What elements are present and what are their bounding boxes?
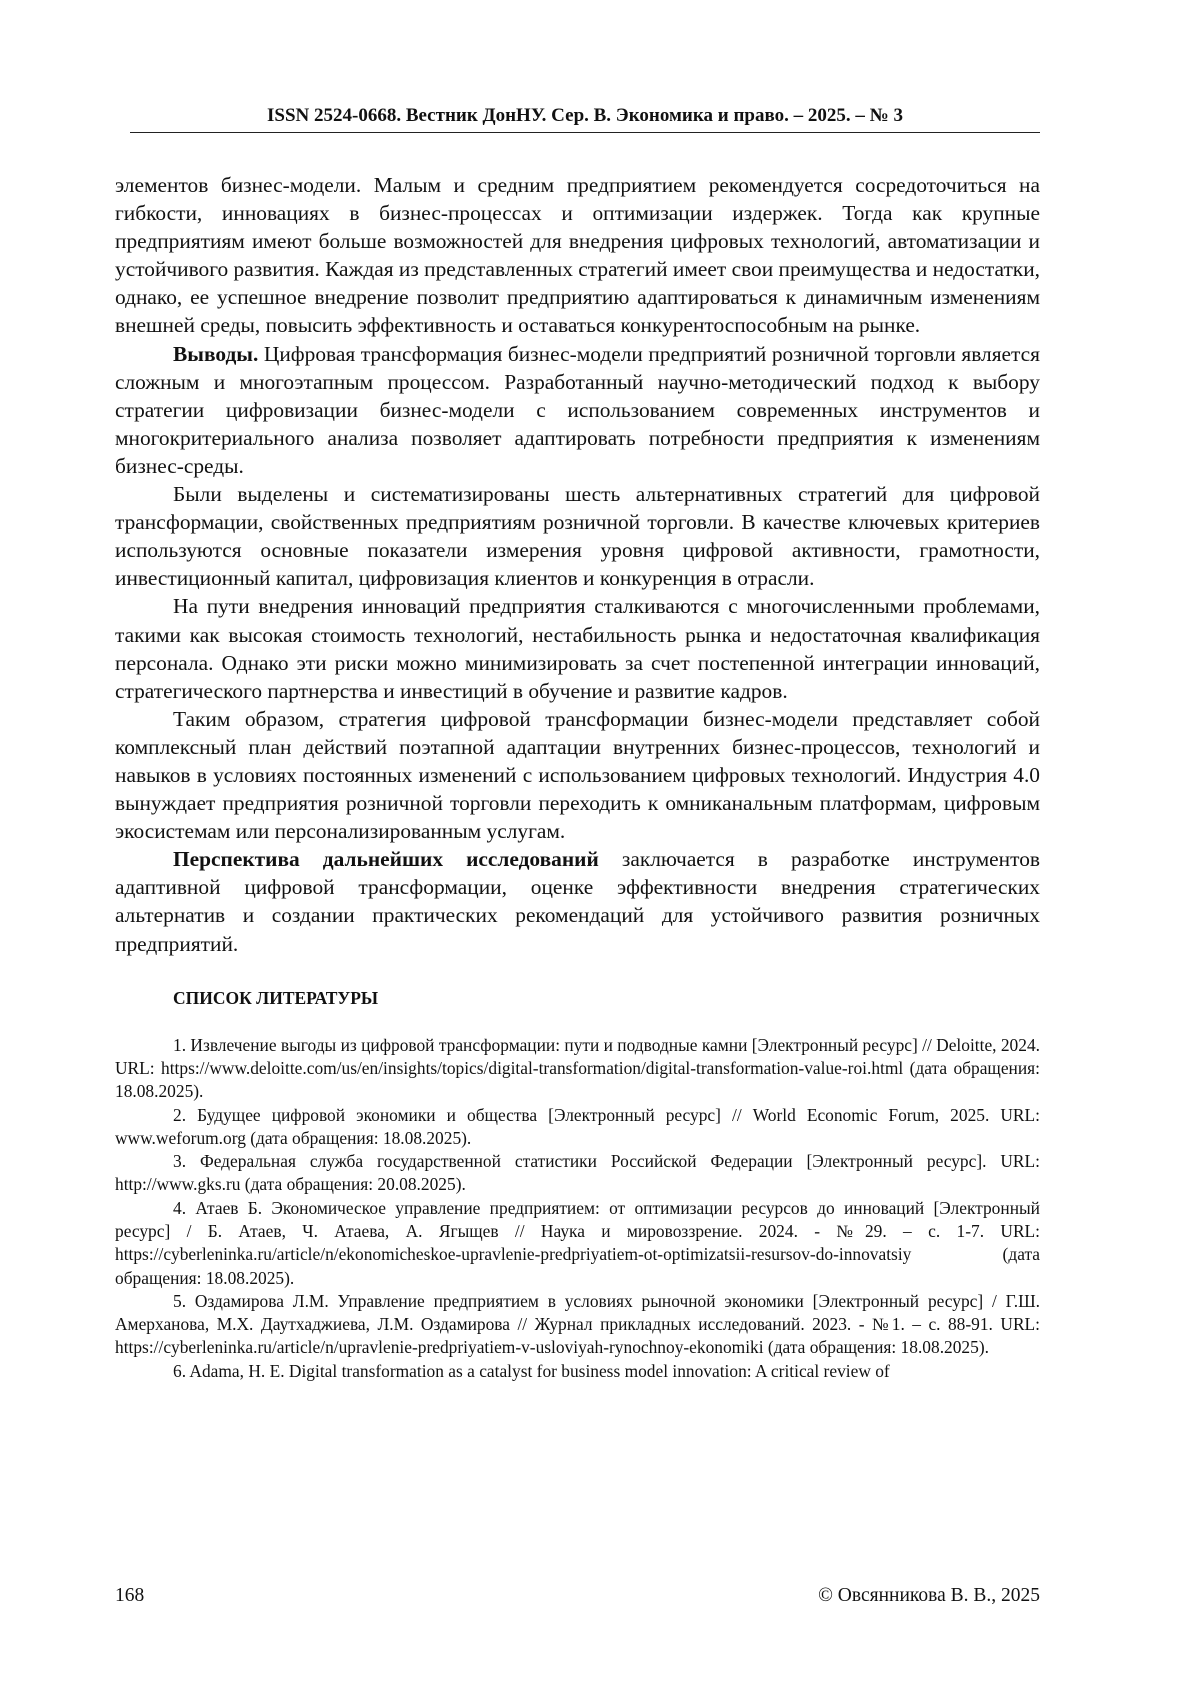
paragraph-6-text: заключается в разработке инструментов адаптивной цифровой трансформации, оценке эффективности внедрения стратегических альтернатив и создании практических рекомендаций для устойчивого развития розничных предприятий. — [115, 847, 1040, 956]
header-divider — [130, 132, 1040, 133]
paragraph-3 — [115, 480, 1040, 592]
paragraph-1-text: элементов бизнес-модели. Малым и средним предприятием рекомендуется сосредоточиться на гибкости, инновациях в бизнес-процессах и оптимизации издержек. Тогда как крупные предприятиям имеют больше возможностей для внедрения цифровых технологий, автоматизации и устойчивого развития. Каждая из представленных стратегий имеет свои преимущества и недостатки, однако, ее успешное внедрение позволит предприятию адаптироваться к динамичным изменениям внешней среды, повысить эффективность и оставаться конкурентоспособным на рынке. — [115, 173, 1040, 338]
reference-item: 3. Федеральная служба государственной статистики Российской Федерации [Электронный ресурс]. URL: http://www.gks.ru (дата обращения: 20.08.2025). — [115, 1151, 1040, 1195]
reference-item: 1. Извлечение выгоды из цифровой трансформации: пути и подводные камни [Электронный ресурс] // Deloitte, 2024. URL: https://www.deloitte.com/us/en/insights/topics/digital-transformation/digital-transformation-value-roi.html (дата обращения: 18.08.2025). — [115, 1034, 1040, 1102]
article-body — [115, 171, 1040, 1383]
paragraph-2-text: Цифровая трансформация бизнес-модели предприятий розничной торговли является сложным и многоэтапным процессом. Разработанный научно-методический подход к выбору стратегии цифровизации бизнес-модели с использованием современных инструментов и многокритериального анализа позволяет адаптировать потребности предприятия к изменениям бизнес-среды. — [115, 341, 1040, 478]
references-list — [115, 1034, 1040, 1383]
paragraph-5-text: Таким образом, стратегия цифровой трансформации бизнес-модели представляет собой комплексный план действий поэтапной адаптации внутренних бизнес-процессов, технологий и навыков в условиях постоянных изменений с использованием цифровых технологий. Индустрия 4.0 вынуждает предприятия розничной торговли переходить к омниканальным платформам, цифровым экосистемам или персонализированным услугам. — [115, 706, 1040, 844]
references-title: СПИСОК ЛИТЕРАТУРЫ — [173, 987, 379, 1008]
reference-item: 4. Атаев Б. Экономическое управление предприятием: от оптимизации ресурсов до инноваций [Электронный ресурс] / Б. Атаев, Ч. Атаева, А. Ягыщев // Наука и мировоззрение. 2024. - №29. – с. 1-7. URL: https://cyberleninka.ru/article/n/ekonomicheskoe-upravlenie-predpriyatiem-ot-optimizatsii-resursov-do-innovatsiy (дата обращения: 18.08.2025). — [115, 1197, 1040, 1288]
further-research-lead: Перспектива дальнейших исследований — [173, 847, 599, 872]
copyright-notice: © Овсянникова В. В., 2025 — [818, 1585, 1040, 1606]
reference-item: 2. Будущее цифровой экономики и общества [Электронный ресурс] // World Economic Forum, 2025. URL: www.weforum.org (дата обращения: 18.08.2025). — [115, 1104, 1040, 1148]
reference-item: 6. Adama, H. E. Digital transformation as a catalyst for business model innovation: A critical review of — [173, 1360, 890, 1381]
running-header: ISSN 2524-0668. Вестник ДонНУ. Сер. В. Экономика и право. – 2025. – № 3 — [267, 105, 903, 126]
paragraph-further-research — [115, 845, 1040, 957]
paragraph-1 — [115, 171, 1040, 340]
paragraph-4 — [115, 592, 1040, 704]
page-number: 168 — [115, 1585, 145, 1606]
paragraph-conclusions — [115, 340, 1040, 480]
paragraph-5 — [115, 705, 1040, 845]
paragraph-3-text: Были выделены и систематизированы шесть альтернативных стратегий для цифровой трансформации, свойственных предприятиям розничной торговли. В качестве ключевых критериев используются основные показатели измерения уровня цифровой активности, грамотности, инвестиционный капитал, цифровизация клиентов и конкуренция в отрасли. — [115, 482, 1040, 591]
paragraph-4-text: На пути внедрения инноваций предприятия сталкиваются с многочисленными проблемами, такими как высокая стоимость технологий, нестабильность рынка и недостаточная квалификация персонала. Однако эти риски можно минимизировать за счет постепенной интеграции инноваций, стратегического партнерства и инвестиций в обучение и развитие кадров. — [115, 594, 1040, 703]
conclusions-lead: Выводы. — [173, 341, 259, 366]
reference-item: 5. Оздамирова Л.М. Управление предприятием в условиях рыночной экономики [Электронный ресурс] / Г.Ш. Амерханова, М.Х. Даутхаджиева, Л.М. Оздамирова // Журнал прикладных исследований. 2023. - №1. – с. 88-91. URL: https://cyberleninka.ru/article/n/upravlenie-predpriyatiem-v-usloviyah-rynochnoy-ekonomiki (дата обращения: 18.08.2025). — [115, 1290, 1040, 1358]
